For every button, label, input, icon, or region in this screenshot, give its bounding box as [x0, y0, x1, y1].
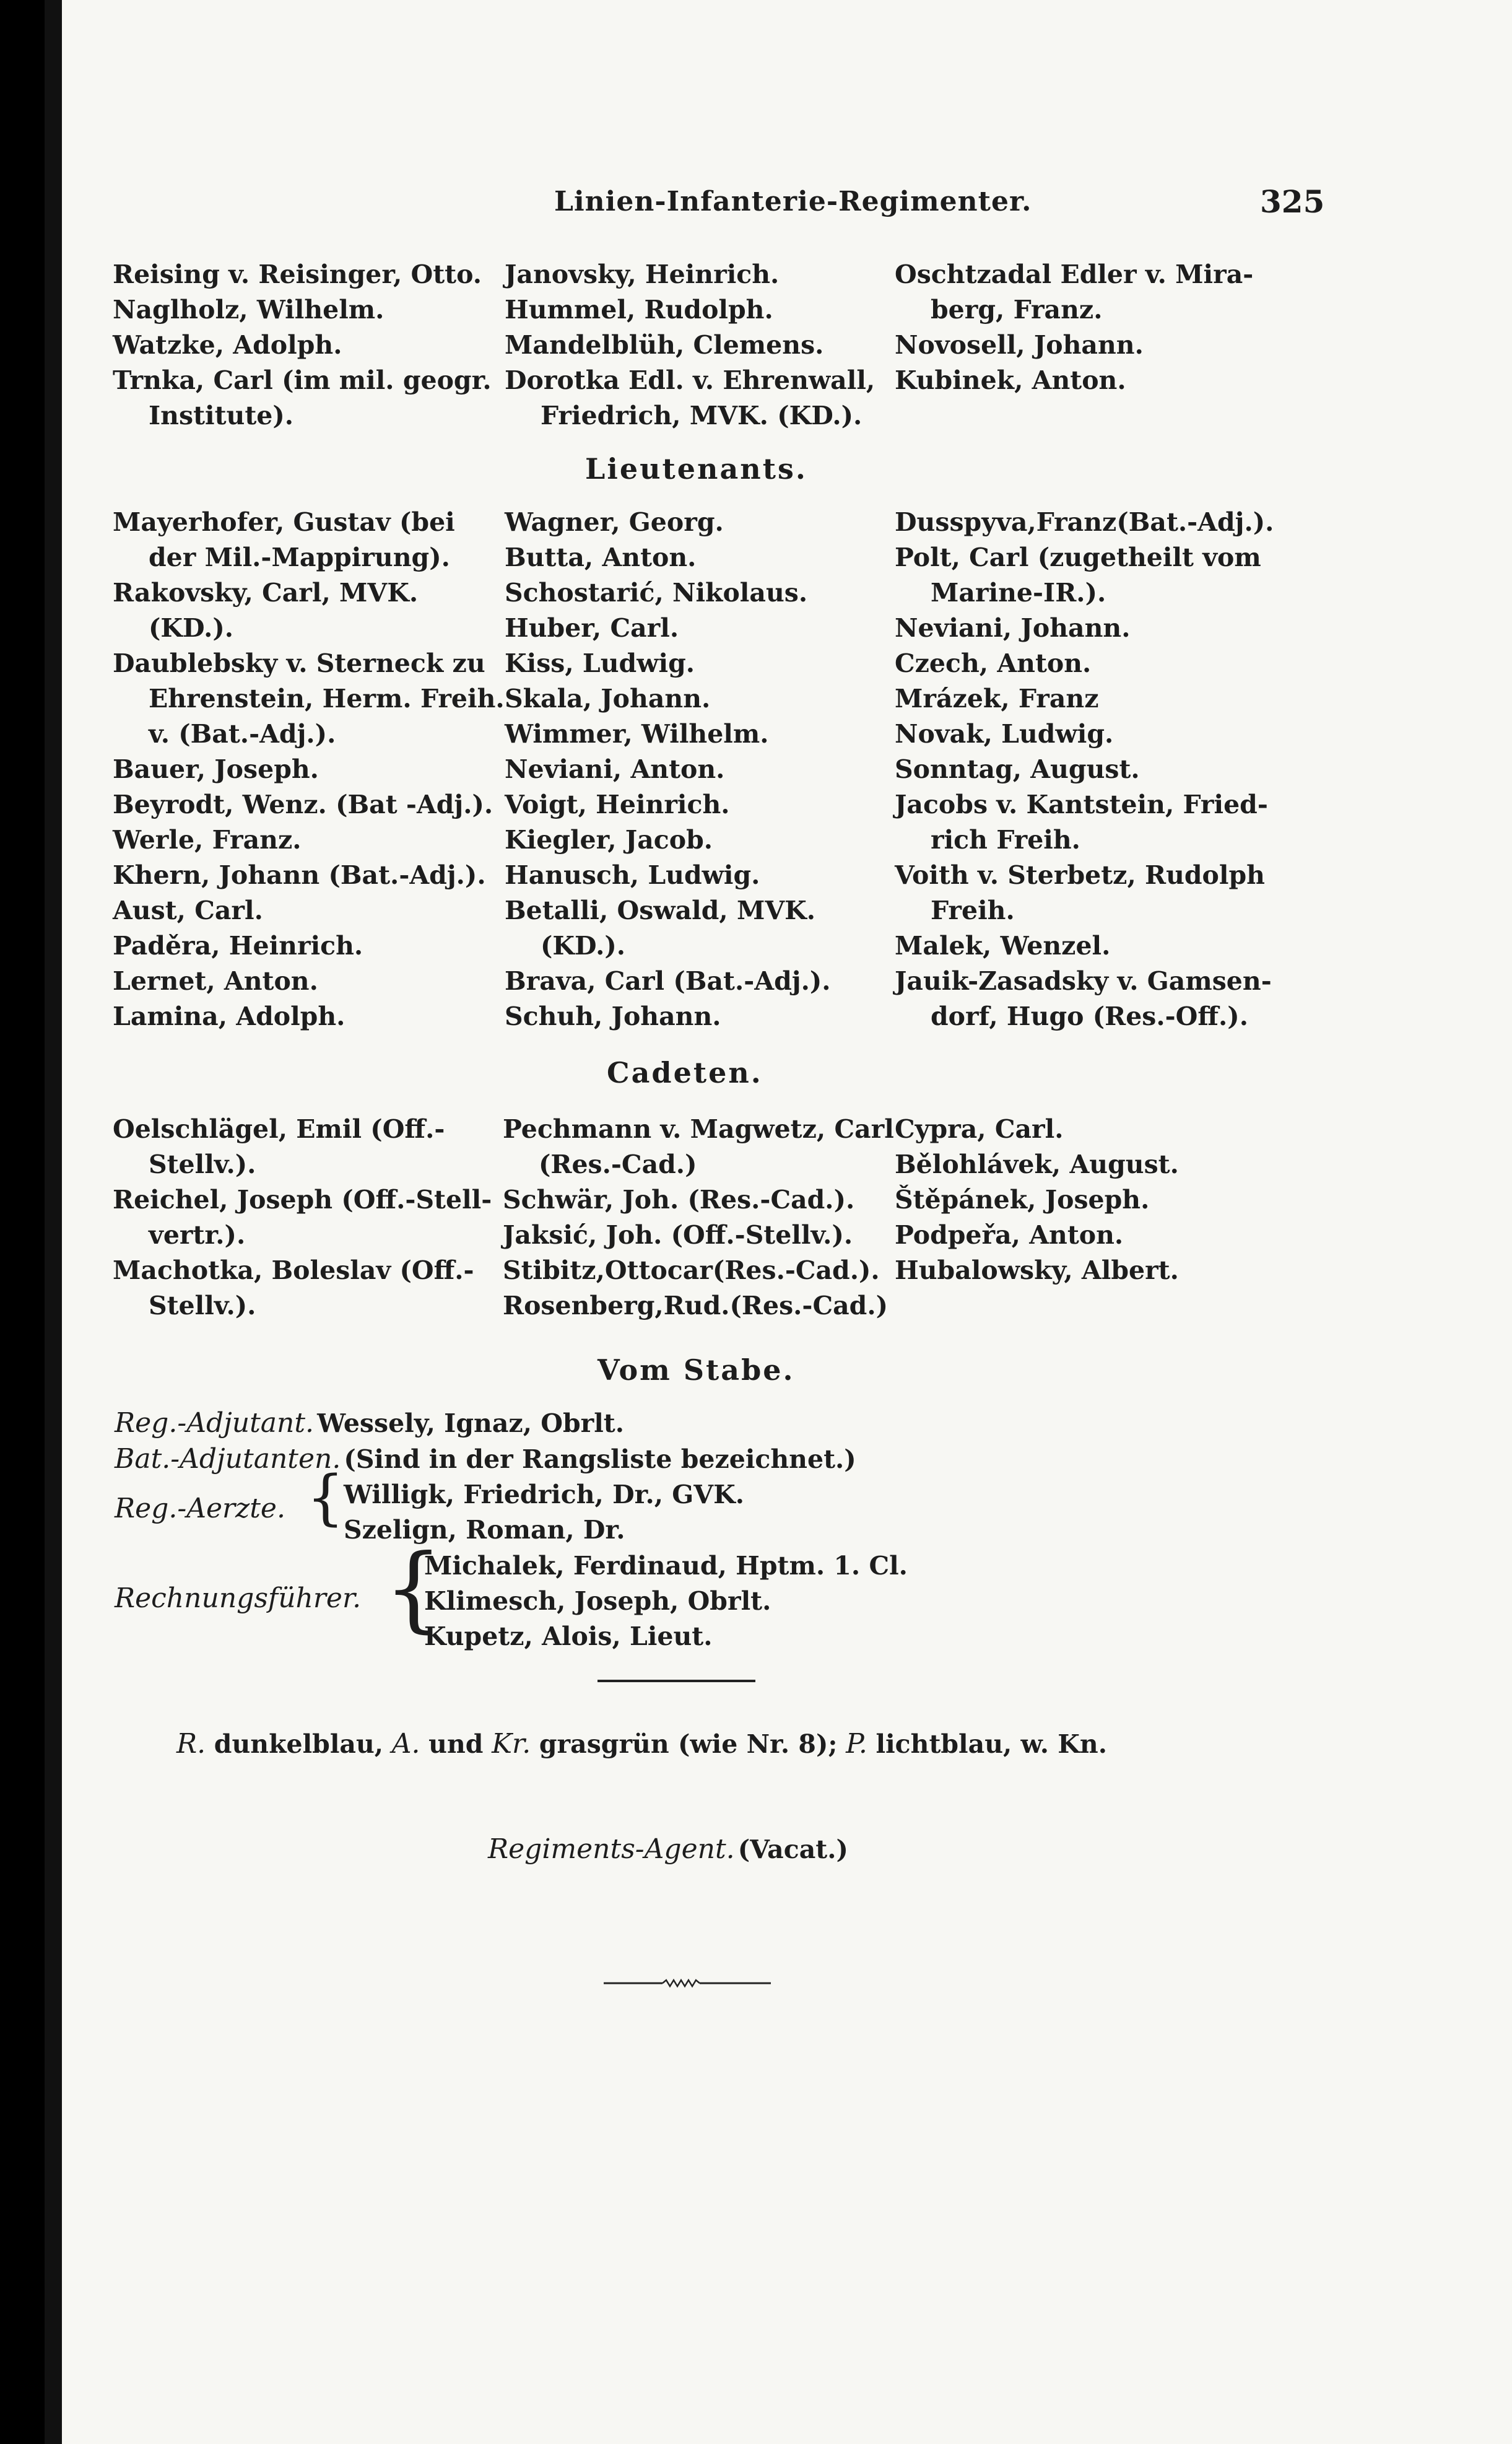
top-column-1	[113, 257, 492, 434]
list-item: Betalli, Oswald, MVK.	[505, 896, 816, 925]
list-item: Brava, Carl (Bat.-Adj.).	[505, 966, 831, 996]
list-item: dorf, Hugo (Res.-Off.).	[931, 1002, 1248, 1031]
reg-adjutant-label: Reg.-Adjutant.	[115, 1407, 315, 1439]
list-item: Voith v. Sterbetz, Rudolph	[895, 860, 1265, 890]
list-item: Watzke, Adolph.	[113, 330, 342, 360]
list-item: Pechmann v. Magwetz, Carl	[503, 1114, 894, 1144]
bat-adjutanten-label: Bat.-Adjutanten.	[115, 1443, 341, 1475]
list-item: Polt, Carl (zugetheilt vom	[895, 543, 1261, 572]
list-item: (Res.-Cad.)	[539, 1150, 697, 1179]
list-item: Novosell, Johann.	[895, 330, 1144, 360]
list-item: der Mil.-Mappirung).	[149, 543, 450, 572]
list-item: Schwär, Joh. (Res.-Cad.).	[503, 1185, 855, 1215]
regiments-agent-line	[488, 1833, 848, 1865]
list-item: Stellv.).	[149, 1150, 256, 1179]
list-item: Neviani, Johann.	[895, 613, 1131, 643]
lieutenants-column-3	[895, 505, 1274, 1034]
kr-label: Kr.	[492, 1728, 531, 1760]
list-item: Marine-IR.).	[931, 578, 1106, 608]
list-item: Institute).	[149, 401, 294, 430]
regiments-agent-label: Regiments-Agent.	[488, 1833, 735, 1865]
list-item: (KD.).	[541, 931, 626, 961]
book-page	[62, 0, 1512, 2444]
running-head: Linien-Infanterie-Regimenter.	[554, 186, 1032, 217]
list-item: Michalek, Ferdinaud, Hptm. 1. Cl.	[424, 1551, 908, 1581]
list-item: berg, Franz.	[931, 295, 1103, 325]
list-item: Freih.	[931, 896, 1015, 925]
list-item: Huber, Carl.	[505, 613, 679, 643]
section-heading-stabe: Vom Stabe.	[597, 1353, 795, 1387]
list-item: Mandelblüh, Clemens.	[505, 330, 824, 360]
list-item: Klimesch, Joseph, Obrlt.	[424, 1586, 771, 1616]
list-item: Jaksić, Joh. (Off.-Stellv.).	[503, 1220, 853, 1250]
list-item: Mayerhofer, Gustav (bei	[113, 507, 455, 537]
page-number: 325	[1260, 183, 1325, 220]
list-item: Podpeřa, Anton.	[895, 1220, 1124, 1250]
list-item: rich Freih.	[931, 825, 1080, 855]
rechnungsfuehrer-label: Rechnungsführer.	[115, 1582, 362, 1614]
list-item: Sonntag, August.	[895, 754, 1140, 784]
list-item: Stellv.).	[149, 1291, 256, 1320]
cadeten-column-2	[503, 1112, 894, 1324]
list-item: Wimmer, Wilhelm.	[505, 719, 769, 749]
list-item: Skala, Johann.	[505, 684, 711, 714]
list-item: Kiegler, Jacob.	[505, 825, 713, 855]
list-item: Jauik-Zasadsky v. Gamsen-	[895, 966, 1272, 996]
list-item: Bělohlávek, August.	[895, 1150, 1179, 1179]
top-column-2	[505, 257, 875, 434]
list-item: Stibitz,Ottocar(Res.-Cad.).	[503, 1255, 880, 1285]
reg-aerzte-label: Reg.-Aerzte.	[115, 1493, 285, 1524]
list-item: Wagner, Georg.	[505, 507, 724, 537]
list-item: Voigt, Heinrich.	[505, 790, 730, 819]
list-item: Dorotka Edl. v. Ehrenwall,	[505, 365, 875, 395]
list-item: Machotka, Boleslav (Off.-	[113, 1255, 474, 1285]
list-item: Janovsky, Heinrich.	[505, 260, 780, 289]
section-heading-lieutenants: Lieutenants.	[585, 452, 807, 486]
list-item: Neviani, Anton.	[505, 754, 725, 784]
lieutenants-column-2	[505, 505, 831, 1034]
list-item: Daublebsky v. Sterneck zu	[113, 648, 485, 678]
list-item: Malek, Wenzel.	[895, 931, 1111, 961]
list-item: Butta, Anton.	[505, 543, 697, 572]
list-item: v. (Bat.-Adj.).	[149, 719, 336, 749]
uniform-colours-line	[176, 1728, 1107, 1760]
list-item: Aust, Carl.	[113, 896, 263, 925]
kr-value: grasgrün (wie Nr. 8);	[539, 1729, 838, 1759]
list-item: Paděra, Heinrich.	[113, 931, 363, 961]
list-item: Lamina, Adolph.	[113, 1002, 345, 1031]
list-item: Oelschlägel, Emil (Off.-	[113, 1114, 445, 1144]
regiments-agent-value: (Vacat.)	[737, 1835, 848, 1864]
list-item: Kubinek, Anton.	[895, 365, 1126, 395]
list-item: Rakovsky, Carl, MVK.	[113, 578, 419, 608]
list-item: Novak, Ludwig.	[895, 719, 1114, 749]
rechnungsfuehrer-list	[424, 1548, 908, 1654]
list-item: Beyrodt, Wenz. (Bat -Adj.).	[113, 790, 493, 819]
cadeten-column-3	[895, 1112, 1179, 1288]
list-item: Mrázek, Franz	[895, 684, 1099, 714]
r-value: dunkelblau,	[214, 1729, 384, 1759]
binding-edge	[45, 0, 62, 2444]
list-item: Szelign, Roman, Dr.	[344, 1515, 625, 1545]
list-item: Hubalowsky, Albert.	[895, 1255, 1179, 1285]
list-item: Reising v. Reisinger, Otto.	[113, 260, 482, 289]
list-item: Štěpánek, Joseph.	[895, 1185, 1150, 1215]
brace-icon: {	[384, 1535, 443, 1643]
list-item: Werle, Franz.	[113, 825, 302, 855]
brace-icon: {	[306, 1463, 345, 1532]
list-item: Ehrenstein, Herm. Freih.	[149, 684, 505, 714]
list-item: Rosenberg,Rud.(Res.-Cad.)	[503, 1291, 888, 1320]
list-item: Cypra, Carl.	[895, 1114, 1064, 1144]
list-item: (KD.).	[149, 613, 234, 643]
list-item: Trnka, Carl (im mil. geogr.	[113, 365, 492, 395]
list-item: Kiss, Ludwig.	[505, 648, 695, 678]
ornament-divider-icon	[604, 1976, 771, 1991]
reg-adjutant-row	[115, 1407, 624, 1439]
list-item: Kupetz, Alois, Lieut.	[424, 1621, 713, 1651]
p-value: lichtblau, w. Kn.	[875, 1729, 1107, 1759]
list-item: Dusspyva,Franz(Bat.-Adj.).	[895, 507, 1274, 537]
p-label: P.	[846, 1728, 867, 1760]
bat-adjutanten-value: (Sind in der Rangsliste bezeichnet.)	[344, 1444, 856, 1474]
list-item: Bauer, Joseph.	[113, 754, 319, 784]
reg-adjutant-value: Wessely, Ignaz, Obrlt.	[317, 1408, 625, 1438]
top-column-3	[895, 257, 1253, 398]
lieutenants-column-1	[113, 505, 505, 1034]
a-label: A.	[391, 1728, 420, 1760]
list-item: Reichel, Joseph (Off.-Stell-	[113, 1185, 492, 1215]
r-label: R.	[176, 1728, 206, 1760]
list-item: Schuh, Johann.	[505, 1002, 721, 1031]
list-item: Khern, Johann (Bat.-Adj.).	[113, 860, 486, 890]
list-item: Friedrich, MVK. (KD.).	[541, 401, 862, 430]
list-item: Czech, Anton.	[895, 648, 1092, 678]
und-text: und	[428, 1729, 484, 1759]
list-item: Schostarić, Nikolaus.	[505, 578, 808, 608]
section-divider	[597, 1680, 755, 1682]
cadeten-column-1	[113, 1112, 492, 1324]
list-item: Oschtzadal Edler v. Mira-	[895, 260, 1254, 289]
list-item: Hanusch, Ludwig.	[505, 860, 760, 890]
list-item: Hummel, Rudolph.	[505, 295, 773, 325]
list-item: vertr.).	[149, 1220, 246, 1250]
list-item: Naglholz, Wilhelm.	[113, 295, 385, 325]
list-item: Lernet, Anton.	[113, 966, 318, 996]
list-item: Jacobs v. Kantstein, Fried-	[895, 790, 1268, 819]
list-item: Willigk, Friedrich, Dr., GVK.	[344, 1480, 745, 1509]
section-heading-cadeten: Cadeten.	[607, 1056, 763, 1089]
bat-adjutanten-row	[115, 1443, 856, 1475]
